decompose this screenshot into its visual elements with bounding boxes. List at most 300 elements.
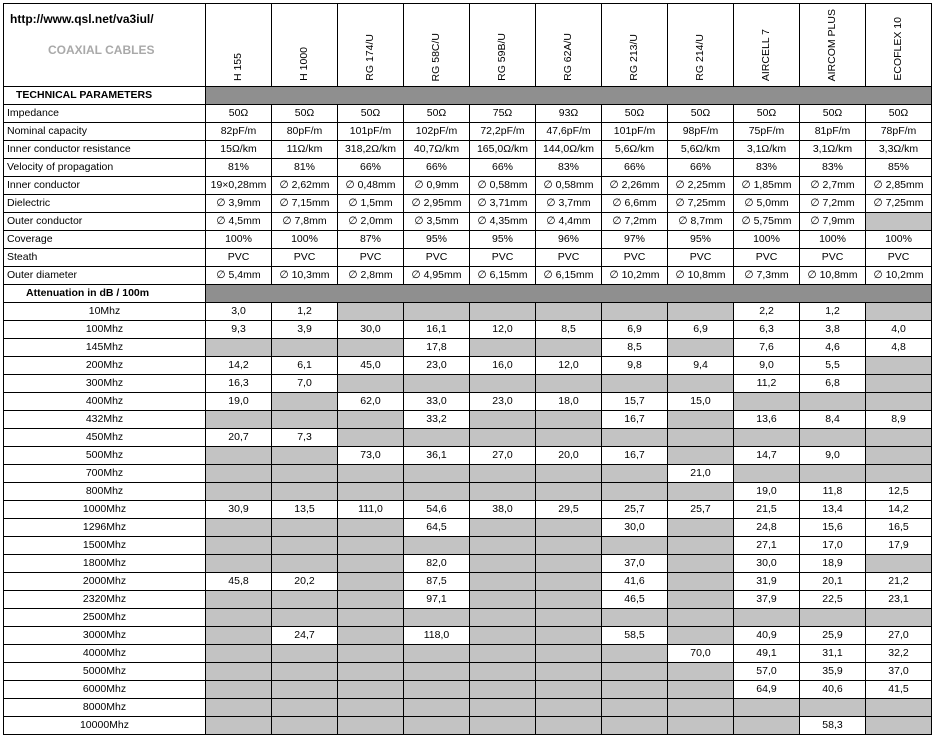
value-cell: 96% [536,231,602,249]
empty-cell [272,555,338,573]
value-cell: 102pF/m [404,123,470,141]
frequency-label: 200Mhz [4,357,206,375]
attenuation-row [4,465,932,483]
value-cell: 81% [272,159,338,177]
empty-cell [536,429,602,447]
table-title: COAXIAL CABLES [48,43,155,57]
empty-cell [206,591,272,609]
empty-cell [668,303,734,321]
value-cell: 66% [338,159,404,177]
value-cell: 4,8 [866,339,932,357]
value-cell: 13,6 [734,411,800,429]
attenuation-row [4,627,932,645]
empty-cell [866,699,932,717]
empty-cell [536,573,602,591]
empty-cell [470,519,536,537]
value-cell: 100% [206,231,272,249]
empty-cell [338,681,404,699]
value-cell: 3,8 [800,321,866,339]
empty-cell [668,519,734,537]
empty-cell [338,555,404,573]
value-cell: 100% [734,231,800,249]
empty-cell [470,537,536,555]
empty-cell [602,465,668,483]
empty-cell [404,609,470,627]
empty-cell [404,699,470,717]
value-cell: 81pF/m [800,123,866,141]
value-cell: ∅ 4,4mm [536,213,602,231]
value-cell: 9,0 [734,357,800,375]
cable-name: AIRCELL 7 [760,28,772,81]
empty-cell [272,663,338,681]
value-cell: ∅ 0,58mm [470,177,536,195]
value-cell: 80pF/m [272,123,338,141]
empty-cell [338,699,404,717]
value-cell: 27,0 [470,447,536,465]
value-cell: 82,0 [404,555,470,573]
empty-cell [866,555,932,573]
parameter-label: Inner conductor resistance [4,141,206,159]
value-cell: 66% [602,159,668,177]
empty-cell [668,717,734,735]
empty-cell [668,447,734,465]
value-cell: 3,9 [272,321,338,339]
empty-cell [668,591,734,609]
empty-cell [338,663,404,681]
value-cell: 50Ω [404,105,470,123]
value-cell: ∅ 2,25mm [668,177,734,195]
empty-cell [866,717,932,735]
value-cell: ∅ 10,3mm [272,267,338,285]
empty-cell [602,375,668,393]
value-cell: PVC [800,249,866,267]
empty-cell [734,429,800,447]
value-cell: 58,5 [602,627,668,645]
value-cell: 17,8 [404,339,470,357]
parameter-label: Velocity of propagation [4,159,206,177]
value-cell: 19,0 [206,393,272,411]
value-cell: 40,6 [800,681,866,699]
empty-cell [866,303,932,321]
value-cell: ∅ 2,7mm [800,177,866,195]
empty-cell [668,339,734,357]
empty-cell [536,465,602,483]
empty-cell [866,393,932,411]
value-cell: 23,0 [470,393,536,411]
value-cell: ∅ 10,2mm [602,267,668,285]
value-cell: 40,9 [734,627,800,645]
attenuation-section-band [206,285,932,303]
value-cell: ∅ 3,5mm [404,213,470,231]
empty-cell [404,375,470,393]
value-cell: 11Ω/km [272,141,338,159]
empty-cell [470,645,536,663]
value-cell: 95% [470,231,536,249]
empty-cell [734,393,800,411]
cable-name: RG 213/U [628,34,640,81]
frequency-label: 300Mhz [4,375,206,393]
attenuation-section-title: Attenuation in dB / 100m [4,285,206,303]
technical-row [4,141,932,159]
empty-cell [536,663,602,681]
value-cell: 50Ω [668,105,734,123]
value-cell: 47,6pF/m [536,123,602,141]
empty-cell [668,699,734,717]
cable-header [800,4,866,87]
empty-cell [536,303,602,321]
value-cell: 14,2 [866,501,932,519]
empty-cell [866,609,932,627]
empty-cell [470,483,536,501]
value-cell: 13,4 [800,501,866,519]
value-cell: 97% [602,231,668,249]
value-cell: 100% [800,231,866,249]
empty-cell [536,699,602,717]
value-cell: 24,7 [272,627,338,645]
value-cell: ∅ 6,15mm [536,267,602,285]
value-cell: ∅ 1,5mm [338,195,404,213]
value-cell: 144,0Ω/km [536,141,602,159]
value-cell: ∅ 4,5mm [206,213,272,231]
value-cell: 118,0 [404,627,470,645]
value-cell: 24,8 [734,519,800,537]
value-cell: 41,6 [602,573,668,591]
empty-cell [536,591,602,609]
value-cell: 14,2 [206,357,272,375]
frequency-label: 10000Mhz [4,717,206,735]
value-cell: 31,9 [734,573,800,591]
technical-row [4,231,932,249]
empty-cell [338,717,404,735]
empty-cell [668,627,734,645]
value-cell: 83% [800,159,866,177]
cable-header [866,4,932,87]
value-cell: 21,5 [734,501,800,519]
attenuation-row [4,483,932,501]
frequency-label: 700Mhz [4,465,206,483]
empty-cell [272,339,338,357]
value-cell: ∅ 0,58mm [536,177,602,195]
empty-cell [338,591,404,609]
empty-cell [470,375,536,393]
value-cell: 21,2 [866,573,932,591]
value-cell: 12,0 [536,357,602,375]
value-cell: ∅ 8,7mm [668,213,734,231]
empty-cell [272,609,338,627]
empty-cell [866,213,932,231]
empty-cell [602,483,668,501]
attenuation-section-row [4,285,932,303]
empty-cell [800,429,866,447]
cable-name: ECOFLEX 10 [892,17,904,81]
technical-section-row [4,87,932,105]
empty-cell [206,519,272,537]
empty-cell [602,303,668,321]
empty-cell [206,663,272,681]
empty-cell [536,555,602,573]
empty-cell [470,717,536,735]
empty-cell [734,699,800,717]
frequency-label: 3000Mhz [4,627,206,645]
value-cell: 35,9 [800,663,866,681]
empty-cell [536,519,602,537]
technical-row [4,249,932,267]
attenuation-row [4,339,932,357]
value-cell: 2,2 [734,303,800,321]
empty-cell [536,483,602,501]
empty-cell [272,681,338,699]
frequency-label: 2500Mhz [4,609,206,627]
empty-cell [668,663,734,681]
value-cell: 75pF/m [734,123,800,141]
empty-cell [206,537,272,555]
technical-row [4,105,932,123]
value-cell: ∅ 7,2mm [602,213,668,231]
attenuation-row [4,555,932,573]
cable-header [206,4,272,87]
value-cell: 50Ω [206,105,272,123]
value-cell: ∅ 5,75mm [734,213,800,231]
empty-cell [668,681,734,699]
technical-section-title: TECHNICAL PARAMETERS [4,87,206,105]
empty-cell [734,609,800,627]
empty-cell [602,609,668,627]
empty-cell [602,429,668,447]
value-cell: 87,5 [404,573,470,591]
frequency-label: 400Mhz [4,393,206,411]
empty-cell [470,339,536,357]
value-cell: ∅ 7,9mm [800,213,866,231]
value-cell: 50Ω [602,105,668,123]
source-url: http://www.qsl.net/va3iul/ [10,12,154,26]
value-cell: 6,9 [668,321,734,339]
attenuation-row [4,375,932,393]
empty-cell [866,375,932,393]
value-cell: 73,0 [338,447,404,465]
cable-header [668,4,734,87]
value-cell: 20,2 [272,573,338,591]
value-cell: 20,7 [206,429,272,447]
frequency-label: 4000Mhz [4,645,206,663]
empty-cell [470,663,536,681]
empty-cell [668,429,734,447]
value-cell: 19×0,28mm [206,177,272,195]
value-cell: PVC [866,249,932,267]
value-cell: 16,0 [470,357,536,375]
value-cell: 30,9 [206,501,272,519]
value-cell: PVC [602,249,668,267]
value-cell: 5,5 [800,357,866,375]
empty-cell [404,303,470,321]
cable-header [734,4,800,87]
attenuation-row [4,717,932,735]
empty-cell [470,573,536,591]
empty-cell [404,465,470,483]
empty-cell [734,717,800,735]
empty-cell [206,555,272,573]
value-cell: 16,7 [602,411,668,429]
value-cell: 5,6Ω/km [668,141,734,159]
value-cell: 6,8 [800,375,866,393]
technical-row [4,159,932,177]
value-cell: 3,0 [206,303,272,321]
value-cell: 33,0 [404,393,470,411]
value-cell: 30,0 [734,555,800,573]
value-cell: 16,5 [866,519,932,537]
empty-cell [404,681,470,699]
empty-cell [272,447,338,465]
value-cell: ∅ 7,8mm [272,213,338,231]
value-cell: 87% [338,231,404,249]
value-cell: 50Ω [800,105,866,123]
value-cell: 27,1 [734,537,800,555]
value-cell: 58,3 [800,717,866,735]
empty-cell [866,357,932,375]
value-cell: 17,9 [866,537,932,555]
cable-name: AIRCOM PLUS [826,8,838,81]
empty-cell [536,375,602,393]
value-cell: PVC [734,249,800,267]
parameter-label: Nominal capacity [4,123,206,141]
empty-cell [206,483,272,501]
value-cell: 20,0 [536,447,602,465]
frequency-label: 2000Mhz [4,573,206,591]
value-cell: 11,8 [800,483,866,501]
value-cell: 21,0 [668,465,734,483]
empty-cell [272,393,338,411]
technical-row [4,195,932,213]
empty-cell [272,645,338,663]
value-cell: 13,5 [272,501,338,519]
value-cell: ∅ 2,26mm [602,177,668,195]
empty-cell [338,429,404,447]
value-cell: 78pF/m [866,123,932,141]
value-cell: ∅ 0,9mm [404,177,470,195]
value-cell: 27,0 [866,627,932,645]
value-cell: 46,5 [602,591,668,609]
value-cell: 6,3 [734,321,800,339]
empty-cell [404,645,470,663]
value-cell: ∅ 10,8mm [800,267,866,285]
value-cell: PVC [206,249,272,267]
value-cell: 100% [272,231,338,249]
empty-cell [800,393,866,411]
empty-cell [602,681,668,699]
value-cell: 8,5 [536,321,602,339]
empty-cell [404,537,470,555]
value-cell: PVC [404,249,470,267]
frequency-label: 5000Mhz [4,663,206,681]
value-cell: 83% [734,159,800,177]
empty-cell [206,699,272,717]
empty-cell [338,609,404,627]
value-cell: 98pF/m [668,123,734,141]
value-cell: 165,0Ω/km [470,141,536,159]
parameter-label: Outer diameter [4,267,206,285]
value-cell: 50Ω [272,105,338,123]
empty-cell [206,681,272,699]
value-cell: 57,0 [734,663,800,681]
frequency-label: 8000Mhz [4,699,206,717]
value-cell: 7,3 [272,429,338,447]
frequency-label: 1500Mhz [4,537,206,555]
value-cell: ∅ 7,2mm [800,195,866,213]
frequency-label: 10Mhz [4,303,206,321]
empty-cell [338,375,404,393]
value-cell: 11,2 [734,375,800,393]
frequency-label: 432Mhz [4,411,206,429]
value-cell: 15Ω/km [206,141,272,159]
technical-row [4,123,932,141]
empty-cell [866,429,932,447]
empty-cell [206,717,272,735]
value-cell: 30,0 [338,321,404,339]
value-cell: 25,7 [668,501,734,519]
empty-cell [536,717,602,735]
value-cell: 100% [866,231,932,249]
value-cell: 50Ω [338,105,404,123]
empty-cell [338,483,404,501]
empty-cell [668,609,734,627]
value-cell: 37,9 [734,591,800,609]
value-cell: PVC [470,249,536,267]
empty-cell [668,537,734,555]
empty-cell [800,699,866,717]
empty-cell [272,411,338,429]
frequency-label: 100Mhz [4,321,206,339]
empty-cell [206,411,272,429]
value-cell: 8,4 [800,411,866,429]
attenuation-row [4,537,932,555]
header-row [4,4,932,87]
value-cell: 36,1 [404,447,470,465]
empty-cell [536,627,602,645]
value-cell: 83% [536,159,602,177]
value-cell: 20,1 [800,573,866,591]
value-cell: 111,0 [338,501,404,519]
cable-header [470,4,536,87]
value-cell: 31,1 [800,645,866,663]
value-cell: ∅ 3,7mm [536,195,602,213]
empty-cell [602,537,668,555]
value-cell: 9,8 [602,357,668,375]
value-cell: ∅ 6,6mm [602,195,668,213]
frequency-label: 500Mhz [4,447,206,465]
cable-name: RG 59B/U [496,33,508,81]
value-cell: 66% [470,159,536,177]
value-cell: ∅ 0,48mm [338,177,404,195]
value-cell: 15,0 [668,393,734,411]
empty-cell [338,573,404,591]
technical-row [4,267,932,285]
empty-cell [272,591,338,609]
empty-cell [470,609,536,627]
value-cell: 18,0 [536,393,602,411]
value-cell: 97,1 [404,591,470,609]
empty-cell [536,411,602,429]
attenuation-row [4,681,932,699]
cable-name: H 155 [232,52,244,81]
frequency-label: 1800Mhz [4,555,206,573]
value-cell: ∅ 4,95mm [404,267,470,285]
value-cell: 12,5 [866,483,932,501]
empty-cell [602,717,668,735]
value-cell: 8,5 [602,339,668,357]
value-cell: 6,1 [272,357,338,375]
value-cell: ∅ 10,2mm [866,267,932,285]
value-cell: 7,6 [734,339,800,357]
value-cell: 32,2 [866,645,932,663]
